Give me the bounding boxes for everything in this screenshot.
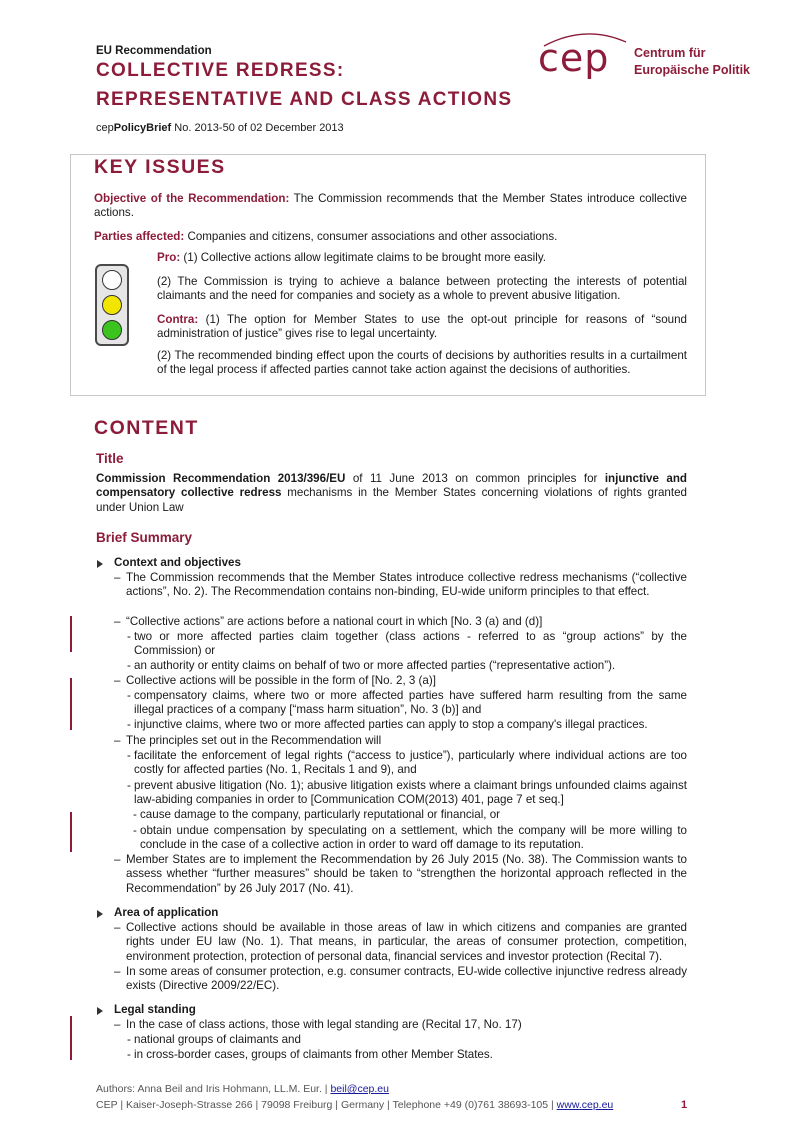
document-title-line-1: COLLECTIVE REDRESS: <box>96 60 345 81</box>
policy-brief-reference: cepPolicyBrief No. 2013-50 of 02 December 2013 <box>96 122 344 134</box>
pro-point-2: (2) The Commission is trying to achieve a balance between protecting the interests of potential claimants and the need for companies and society as a whole to prevent abusive litigation. <box>157 275 687 303</box>
content-heading: CONTENT <box>94 417 199 439</box>
list-subsubitem: - cause damage to the company, particularly reputational or financial, or <box>140 808 687 822</box>
list-item: – “Collective actions” are actions before a national court in which [No. 3 (a) and (d)] <box>126 615 687 629</box>
document-kicker: EU Recommendation <box>96 45 212 57</box>
traffic-light-yellow-lamp <box>102 295 122 315</box>
list-subitem: - compensatory claims, where two or more affected parties have suffered harm resulting from the same illegal practices of a company [“mass harm situation”, No. 3 (b)] and <box>134 689 687 718</box>
title-paragraph: Commission Recommendation 2013/396/EU of 11 June 2013 on common principles for injunctive and compensatory collective redress mechanisms in the Member States concerning violations of rights granted under Union Law <box>96 472 687 514</box>
footer-address: CEP | Kaiser-Joseph-Strasse 266 | 79098 Freiburg | Germany | Telephone +49 (0)761 38693-105 | www.cep.eu <box>96 1099 614 1111</box>
pro-point-1: Pro: (1) Collective actions allow legitimate claims to be brought more easily. <box>157 251 546 264</box>
list-subitem: - in cross-border cases, groups of claimants from other Member States. <box>134 1048 687 1062</box>
contra-point-1: Contra: (1) The option for Member States to use the opt-out principle for reasons of “sound administration of justice” gives rise to legal uncertainty. <box>157 313 687 341</box>
traffic-light-icon <box>95 264 129 346</box>
revision-marker <box>70 1016 72 1060</box>
footer-authors: Authors: Anna Beil and Iris Hohmann, LL.M. Eur. | beil@cep.eu <box>96 1083 389 1095</box>
revision-marker <box>70 678 72 730</box>
page-number: 1 <box>681 1099 688 1111</box>
list-subitem: - facilitate the enforcement of legal rights (“access to justice”), particularly where individual actions are too costly for affected parties (No. 1, Recitals 1 and 9), and <box>134 749 687 778</box>
parties-paragraph: Parties affected: Companies and citizens, consumer associations and other associations. <box>94 230 558 243</box>
bullet-triangle-icon <box>97 910 103 918</box>
cep-logo-wordmark: cep <box>538 36 610 80</box>
key-issues-heading: KEY ISSUES <box>94 156 226 178</box>
list-subitem: - prevent abusive litigation (No. 1); abusive litigation exists where a claimant brings unfounded claims against law-abiding companies in order to [Communication COM(2013) 401, page 7 et seq.] <box>134 779 687 808</box>
bullet-triangle-icon <box>97 560 103 568</box>
website-link[interactable]: www.cep.eu <box>556 1099 614 1111</box>
author-email-link[interactable]: beil@cep.eu <box>330 1083 389 1095</box>
revision-marker <box>70 616 72 652</box>
list-subitem: - national groups of claimants and <box>134 1033 687 1047</box>
list-subitem: - an authority or entity claims on behalf of two or more affected parties (“representative action”). <box>134 659 687 673</box>
revision-marker <box>70 812 72 852</box>
contra-point-2: (2) The recommended binding effect upon the courts of decisions by authorities results in a curtailment of the legal process if affected parties cannot take action against the decisions of authorities. <box>157 349 687 377</box>
brief-summary-heading: Brief Summary <box>96 530 193 545</box>
context-objectives-heading: Context and objectives <box>114 556 241 569</box>
list-subitem: - injunctive claims, where two or more affected parties can apply to stop a company's illegal practices. <box>134 718 687 732</box>
list-item: – Member States are to implement the Recommendation by 26 July 2015 (No. 38). The Commission wants to assess whether “further measures” should be taken to “strengthen the horizontal approach reflected in the Recommendation” by 26 July 2017 (No. 41). <box>126 853 687 896</box>
list-item: – In the case of class actions, those with legal standing are (Recital 17, No. 17) <box>126 1018 687 1032</box>
list-item: – In some areas of consumer protection, e.g. consumer contracts, EU-wide collective injunctive redress already exists (Directive 2009/22/EC). <box>126 965 687 994</box>
list-item: – The Commission recommends that the Member States introduce collective redress mechanisms (“collective actions”, No. 2). The Recommendation contains non-binding, EU-wide uniform principles to that effect. <box>126 571 687 600</box>
list-item: – The principles set out in the Recommendation will <box>126 734 687 748</box>
list-item: – Collective actions should be available in those areas of law in which citizens and companies are granted rights under EU law (No. 1). That means, in particular, the areas of consumer protection, competition, environment protection, protection of personal data, financial services and investor protection (Recital 7). <box>126 921 687 964</box>
area-of-application-heading: Area of application <box>114 906 219 919</box>
cep-logo-name: Centrum für Europäische Politik <box>634 46 751 77</box>
legal-standing-heading: Legal standing <box>114 1003 196 1016</box>
list-item: – Collective actions will be possible in the form of [No. 2, 3 (a)] <box>126 674 687 688</box>
objective-paragraph: Objective of the Recommendation: The Commission recommends that the Member States introduce collective actions. <box>94 192 688 220</box>
title-heading: Title <box>96 451 124 466</box>
list-subsubitem: - obtain undue compensation by speculating on a settlement, which the company will be more willing to conclude in the case of a collective action in order to ward off damage to its reputation. <box>140 824 687 853</box>
document-title-line-2: REPRESENTATIVE AND CLASS ACTIONS <box>96 89 513 110</box>
traffic-light-white-lamp <box>102 270 122 290</box>
bullet-triangle-icon <box>97 1007 103 1015</box>
list-subitem: - two or more affected parties claim together (class actions - referred to as “group actions” by the Commission) or <box>134 630 687 659</box>
traffic-light-green-lamp <box>102 320 122 340</box>
